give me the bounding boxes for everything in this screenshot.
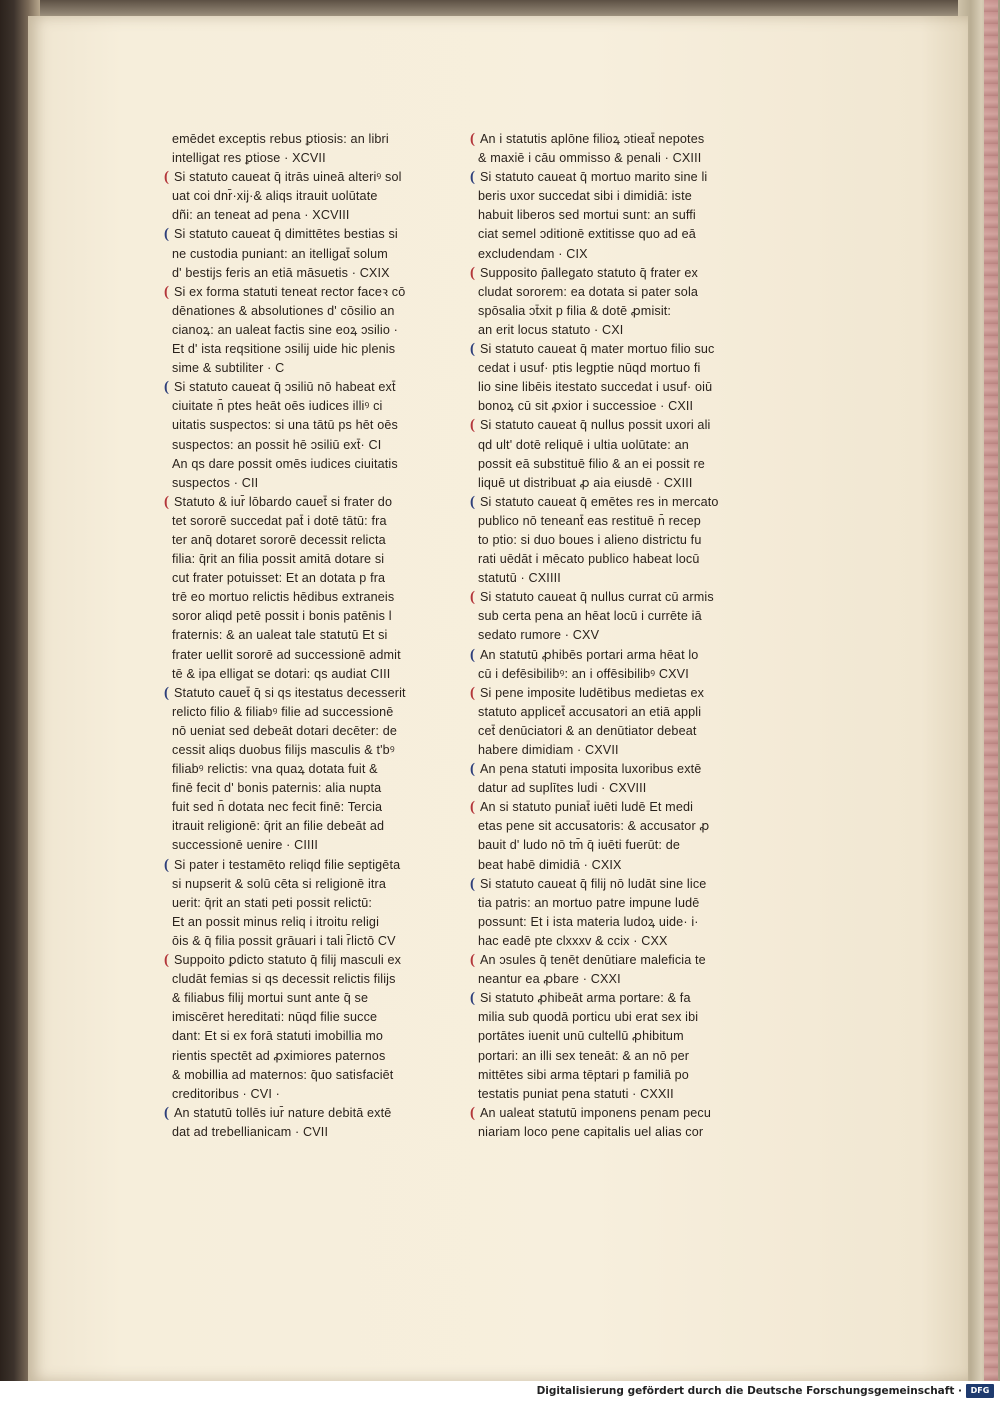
text-line-content: Supposito p̄allegato statuto q̄ frater ex (480, 265, 698, 280)
text-line-content: relicto filio & filiabꝰ filie ad successionē (172, 704, 394, 719)
text-line (172, 206, 450, 225)
text-line-content: Si statuto caueat q̄ mater mortuo filio suc (480, 342, 715, 357)
text-line-content: An qs dare possit omēs iudices ciuitatis (172, 456, 398, 471)
text-line-content: possunt: Et i ista materia ludoꝝ uide· i· (478, 914, 699, 929)
text-line (478, 856, 760, 875)
text-line (172, 760, 450, 779)
text-line-content: Si pene imposite ludētibus medietas ex (480, 685, 705, 700)
paragraph-mark-icon: ( (470, 131, 476, 147)
paragraph-mark-icon: ( (470, 169, 476, 186)
text-line-content: ōis & q̄ filia possit grāuari i tali r̄lictō CV (172, 933, 396, 948)
text-line-content: dat ad trebellianicam · CVII (172, 1124, 329, 1139)
paragraph-mark-icon: ( (164, 856, 170, 873)
text-line-content: suspectos · CII (172, 475, 259, 490)
text-line (172, 722, 450, 741)
right-text-column (470, 130, 760, 1142)
text-line (172, 512, 450, 531)
text-line (172, 187, 450, 206)
text-line-content: Si statuto caueat q̄ nullus currat cū armis (480, 590, 714, 605)
text-line (172, 894, 450, 913)
text-line-content: An statutū tollēs iur̄ nature debitā extē (174, 1105, 392, 1120)
text-line (478, 569, 760, 588)
text-line (172, 149, 450, 168)
text-line (172, 1047, 450, 1066)
text-line-content: Si ex forma statuti teneat rector faceꝛ cō (174, 284, 406, 299)
text-line-content: mittētes sibi arma tēptari p familiā po (478, 1067, 689, 1082)
text-line-content: rientis spectēt ad ꝓximiores paternos (172, 1048, 386, 1063)
text-line-content: uerit: q̄rit an stati peti possit relictū: (172, 895, 373, 910)
text-line (172, 779, 450, 798)
text-line (478, 1085, 760, 1104)
paragraph-mark-icon: ( (164, 169, 170, 186)
text-line (478, 1123, 760, 1142)
text-line-content: Si statuto caueat q̄ nullus possit uxori ali (480, 418, 711, 433)
text-line-content: Si pater i testamēto reliqd filie septigēta (174, 857, 401, 872)
text-line-content: cedat i usuf· ptis legptie nūqd mortuo fi (478, 361, 701, 376)
text-line-content: itrauit religionē: q̄rit an filie debeāt ad (172, 819, 385, 834)
text-line-content: ciuitate n̄ ptes heāt oēs iudices illiꝰ ci (172, 399, 383, 414)
text-line-content: etas pene sit accusatoris: & accusator ꝓ (478, 819, 710, 834)
dfg-logo-icon: DFG (966, 1384, 994, 1398)
text-line (478, 894, 760, 913)
text-line-content: soror aliqd petē possit i bonis patēnis l (172, 609, 392, 624)
text-line (478, 225, 760, 244)
text-line (470, 264, 760, 283)
text-line-content: sime & subtiliter · C (172, 361, 285, 376)
text-line-content: statutū · CXIIII (478, 571, 561, 586)
text-line-content: bonoꝝ cū sit ꝓxior i successioe · CXII (478, 399, 694, 414)
text-line (172, 264, 450, 283)
footer-credit: Digitalisierung gefördert durch die Deutsche Forschungsgemeinschaft · (536, 1385, 962, 1397)
text-line-content: excludendam · CIX (478, 246, 588, 261)
text-line-content: nō ueniat sed debeāt dotari decēter: de (172, 723, 398, 738)
paragraph-mark-icon: ( (470, 417, 476, 434)
text-line-content: An pena statuti imposita luxoribus extē (480, 762, 702, 777)
text-line (172, 741, 450, 760)
text-line (478, 607, 760, 626)
text-line (470, 760, 760, 779)
text-line-content: Et d' ista reqsitione ɔsilij uide hic plenis (172, 342, 396, 357)
text-line (164, 493, 450, 512)
paragraph-mark-icon: ( (470, 341, 476, 358)
text-line (164, 378, 450, 397)
text-line-content: publico nō teneant̄ eas restituē n̄ recep (478, 513, 701, 528)
text-line (478, 665, 760, 684)
text-line (478, 283, 760, 302)
text-line (478, 932, 760, 951)
text-line (172, 798, 450, 817)
text-line (172, 1123, 450, 1142)
text-line (478, 550, 760, 569)
text-line-content: An ɔsules q̄ tenēt denūtiare maleficia te (480, 953, 706, 968)
text-line-content: si nupserit & solū cēta si religionē itra (172, 876, 387, 891)
text-line (172, 607, 450, 626)
text-line (172, 875, 450, 894)
text-line (164, 684, 450, 703)
text-line-content: testatis puniat pena statuti · CXXII (478, 1086, 674, 1101)
text-line-content: beat habē dimidiā · CXIX (478, 857, 622, 872)
text-line-content: An ualeat statutū imponens penam pecu (480, 1105, 711, 1120)
paragraph-mark-icon: ( (164, 684, 170, 701)
text-line-content: possit eā substituē filio & an ei possit re (478, 456, 705, 471)
text-line (164, 283, 450, 302)
text-line-content: qd ult' dotē reliquē i ultia uolūtate: an (478, 437, 689, 452)
paragraph-mark-icon: ( (470, 875, 476, 892)
text-line-content: Si statuto caueat q̄ mortuo marito sine li (480, 170, 708, 185)
text-line (470, 130, 760, 149)
text-line-content: tē & ipa elligat se dotari: qs audiat CIII (172, 666, 391, 681)
text-line-content: sedato rumore · CXV (478, 628, 600, 643)
text-line-content: cet̄ denūciatori & an denūtiator debeat (478, 723, 697, 738)
paragraph-mark-icon: ( (164, 226, 170, 243)
text-line (478, 1066, 760, 1085)
text-line-content: cessit aliqs duobus filijs masculis & t'bꝰ (172, 743, 395, 757)
text-line (470, 989, 760, 1008)
text-line-content: Statuto & iur̄ lōbardo cauet̄ si frater do (174, 494, 393, 509)
text-line (172, 1085, 450, 1104)
paragraph-mark-icon: ( (164, 493, 170, 510)
text-line-content: lio sine libēis itestato succedat i usuf· oiū (478, 380, 713, 395)
text-line-content: intelligat res ꝑtiose · XCVII (172, 151, 326, 166)
text-line-content: portātes iuenit unū cultellū ꝓhibitum (478, 1029, 684, 1044)
text-line (478, 970, 760, 989)
text-line-content: An i statutis aplōne filioꝝ ɔtieat̄ nepotes (480, 132, 705, 146)
paragraph-mark-icon: ( (164, 952, 170, 969)
paragraph-mark-icon: ( (164, 379, 170, 396)
text-line-content: rati uēdāt i mēcato publico habeat locū (478, 552, 700, 567)
text-line (478, 149, 760, 168)
text-line (478, 722, 760, 741)
text-line-content: Statuto cauet̄ q̄ si qs itestatus decesserit (174, 685, 406, 700)
text-line-content: An statutū ꝓhibēs portari arma hēat lo (480, 647, 699, 662)
text-line (478, 455, 760, 474)
text-line (172, 1008, 450, 1027)
text-line-content: liquē ut distribuat ꝓ aia eiusdē · CXIII (478, 475, 693, 490)
text-line-content: habere dimidiam · CXVII (478, 743, 619, 757)
text-line-content: tia patris: an mortuo patre impune ludē (478, 895, 700, 910)
text-line-content: Si statuto caueat q̄ itrās uineā alteriꝰ sol (174, 170, 402, 185)
text-line (478, 436, 760, 455)
text-line (470, 416, 760, 435)
text-line (172, 1027, 450, 1046)
text-line (172, 703, 450, 722)
text-line-content: spōsalia ɔt̄xit p filia & dotē ꝓmisit: (478, 303, 672, 318)
text-line (478, 206, 760, 225)
text-line-content: Si statuto caueat q̄ dimittētes bestias si (174, 227, 398, 242)
text-line-content: dēnationes & absolutiones d' cōsilio an (172, 303, 395, 318)
text-line-content: imiscēret hereditati: nūqd filie succe (172, 1010, 378, 1025)
text-line (478, 1027, 760, 1046)
text-line (470, 684, 760, 703)
paragraph-mark-icon: ( (164, 283, 170, 300)
text-line (478, 1008, 760, 1027)
text-line-content: filiabꝰ relictis: vna quaꝝ dotata fuit & (172, 762, 378, 777)
text-line (164, 1104, 450, 1123)
text-line-content: fuit sed n̄ dotata nec fecit finē: Tercia (172, 800, 383, 815)
text-line-content: uitatis suspectos: si una tātū ps hēt oēs (172, 418, 398, 433)
text-line (172, 245, 450, 264)
text-line-content: cludāt femias si qs decessit relictis filijs (172, 972, 396, 987)
text-line (172, 531, 450, 550)
text-line (172, 436, 450, 455)
text-line (470, 1104, 760, 1123)
text-line (164, 951, 450, 970)
text-line (172, 321, 450, 340)
text-line-content: ne custodia puniant: an itelligat̄ solum (172, 246, 388, 261)
text-line (172, 569, 450, 588)
text-line (172, 130, 450, 149)
text-line-content: beris uxor succedat sibi i dimidiā: iste (478, 189, 692, 204)
paragraph-mark-icon: ( (164, 1104, 170, 1121)
text-line (172, 359, 450, 378)
text-line (478, 1047, 760, 1066)
text-line (164, 168, 450, 187)
text-line-content: datur ad suplītes ludi · CXVIII (478, 781, 647, 796)
text-line (478, 531, 760, 550)
text-line (478, 626, 760, 645)
text-line (478, 913, 760, 932)
text-line (470, 588, 760, 607)
text-line (470, 798, 760, 817)
text-line-content: Si statuto ꝓhibeāt arma portare: & fa (480, 991, 691, 1006)
paragraph-mark-icon: ( (470, 761, 476, 778)
text-line (478, 397, 760, 416)
text-line (478, 321, 760, 340)
paragraph-mark-icon: ( (470, 646, 476, 663)
paragraph-mark-icon: ( (470, 1104, 476, 1121)
text-line (172, 989, 450, 1008)
text-line (478, 512, 760, 531)
text-line (478, 245, 760, 264)
text-line-content: to ptio: si duo boues i alieno districtu fu (478, 532, 702, 547)
text-line (172, 932, 450, 951)
text-line-content: uat coi dnr̄·xij·& aliqs itrauit uolūtate (172, 189, 378, 204)
text-line-content: hac eadē pte clxxxv & ccix · CXX (478, 933, 668, 948)
text-line-content: filia: q̄rit an filia possit amitā dotare si (172, 552, 385, 567)
text-line (172, 416, 450, 435)
text-line (478, 187, 760, 206)
text-line-content: sub certa pena an hēat locū i currēte iā (478, 609, 702, 624)
text-line (470, 951, 760, 970)
text-line (164, 225, 450, 244)
text-line (478, 817, 760, 836)
text-line-content: & maxiē i cāu ommisso & penali · CXIII (478, 151, 702, 166)
text-line (172, 817, 450, 836)
text-line-content: ciat semel ɔditionē extitisse quo ad eā (478, 227, 696, 242)
text-line-content: neantur ea ꝓbare · CXXI (478, 972, 621, 987)
digitization-footer (0, 1381, 1000, 1401)
text-line-content: niariam loco pene capitalis uel alias cor (478, 1124, 704, 1139)
text-line (470, 646, 760, 665)
text-line-content: finē fecit d' bonis paternis: alia nupta (172, 781, 382, 796)
paragraph-mark-icon: ( (470, 952, 476, 969)
text-line (478, 741, 760, 760)
text-line (164, 856, 450, 875)
text-line (478, 359, 760, 378)
text-line-content: bauit d' ludo nō tm̄ q̄ iuēti fuerūt: de (478, 838, 681, 853)
paragraph-mark-icon: ( (470, 264, 476, 281)
text-line-content: An si statuto puniat̄ iuēti ludē Et medi (480, 800, 694, 815)
paragraph-mark-icon: ( (470, 990, 476, 1007)
text-line-content: ter anq̄ dotaret sororē decessit relicta (172, 532, 386, 547)
paragraph-mark-icon: ( (470, 684, 476, 701)
text-line-content: creditoribus · CVI · (172, 1086, 280, 1101)
text-line-content: Si statuto caueat q̄ emētes res in mercato (480, 494, 719, 509)
text-line-content: dñi: an teneat ad pena · XCVIII (172, 208, 350, 223)
text-line (478, 302, 760, 321)
text-line (172, 302, 450, 321)
text-line (172, 455, 450, 474)
text-line (470, 493, 760, 512)
text-line (172, 1066, 450, 1085)
text-line (172, 913, 450, 932)
text-line-content: fraternis: & an ualeat tale statutū Et si (172, 628, 388, 643)
text-line-content: Si statuto caueat q̄ ɔsiliū nō habeat ext̄ (174, 380, 396, 395)
text-line-content: milia sub quodā porticu ubi erat sex ibi (478, 1010, 699, 1025)
text-line (478, 836, 760, 855)
text-line (478, 779, 760, 798)
text-line-content: statuto applicet̄ accusatori an etiā appli (478, 704, 702, 719)
text-line-content: cludat sororem: ea dotata si pater sola (478, 284, 699, 299)
left-text-column (164, 130, 450, 1142)
text-line-content: & mobillia ad maternos: q̄uo satisfaciēt (172, 1067, 394, 1082)
text-line (172, 836, 450, 855)
text-line-content: successionē uenire · CIIII (172, 838, 318, 853)
text-line-content: Suppoito ꝑdicto statuto q̄ filij masculi ex (174, 953, 402, 968)
text-line-content: frater uellit sororē ad successionē admit (172, 647, 401, 662)
paragraph-mark-icon: ( (470, 589, 476, 606)
text-line (478, 474, 760, 493)
text-line (172, 588, 450, 607)
text-line-content: cū i defēsibilibꝰ: an i offēsibilibꝰ CXVI (478, 666, 689, 681)
text-line-content: d' bestijs feris an etiā māsuetis · CXIX (172, 265, 390, 280)
text-line (172, 665, 450, 684)
text-line (478, 378, 760, 397)
text-line-content: an erit locus statuto · CXI (478, 322, 624, 337)
text-line (172, 970, 450, 989)
text-line (172, 646, 450, 665)
text-line-content: cianoꝝ: an ualeat factis sine eoꝝ ɔsilio · (172, 322, 398, 337)
text-line-content: Si statuto caueat q̄ filij nō ludāt sine lice (480, 876, 707, 891)
paragraph-mark-icon: ( (470, 799, 476, 816)
text-line-content: trē eo mortuo relictis hēdibus extraneis (172, 590, 395, 605)
text-line (172, 626, 450, 645)
text-line (172, 340, 450, 359)
text-line (172, 550, 450, 569)
text-line-content: cut frater potuisset: Et an dotata p fra (172, 571, 386, 586)
text-line-content: Et an possit minus reliq i itroitu religi (172, 914, 380, 929)
text-line-content: habuit liberos sed mortui sunt: an suffi (478, 208, 696, 223)
text-line-content: tet sororē succedat pat̄ i dotē tātū: fra (172, 513, 387, 528)
text-line-content: suspectos: an possit hē ɔsiliū ext̄· CI (172, 437, 382, 452)
text-line (470, 168, 760, 187)
text-line-content: portari: an illi sex teneāt: & an nō per (478, 1048, 690, 1063)
text-line (470, 875, 760, 894)
text-line-content: dant: Et si ex forā statuti imobillia mo (172, 1029, 384, 1044)
text-line (470, 340, 760, 359)
text-line (172, 397, 450, 416)
text-line-content: emēdet exceptis rebus ꝑtiosis: an libri (172, 132, 389, 146)
red-page-edge (984, 0, 998, 1381)
text-line (172, 474, 450, 493)
text-line-content: & filiabus filij mortui sunt ante q̄ se (172, 991, 369, 1006)
paragraph-mark-icon: ( (470, 493, 476, 510)
text-line (478, 703, 760, 722)
